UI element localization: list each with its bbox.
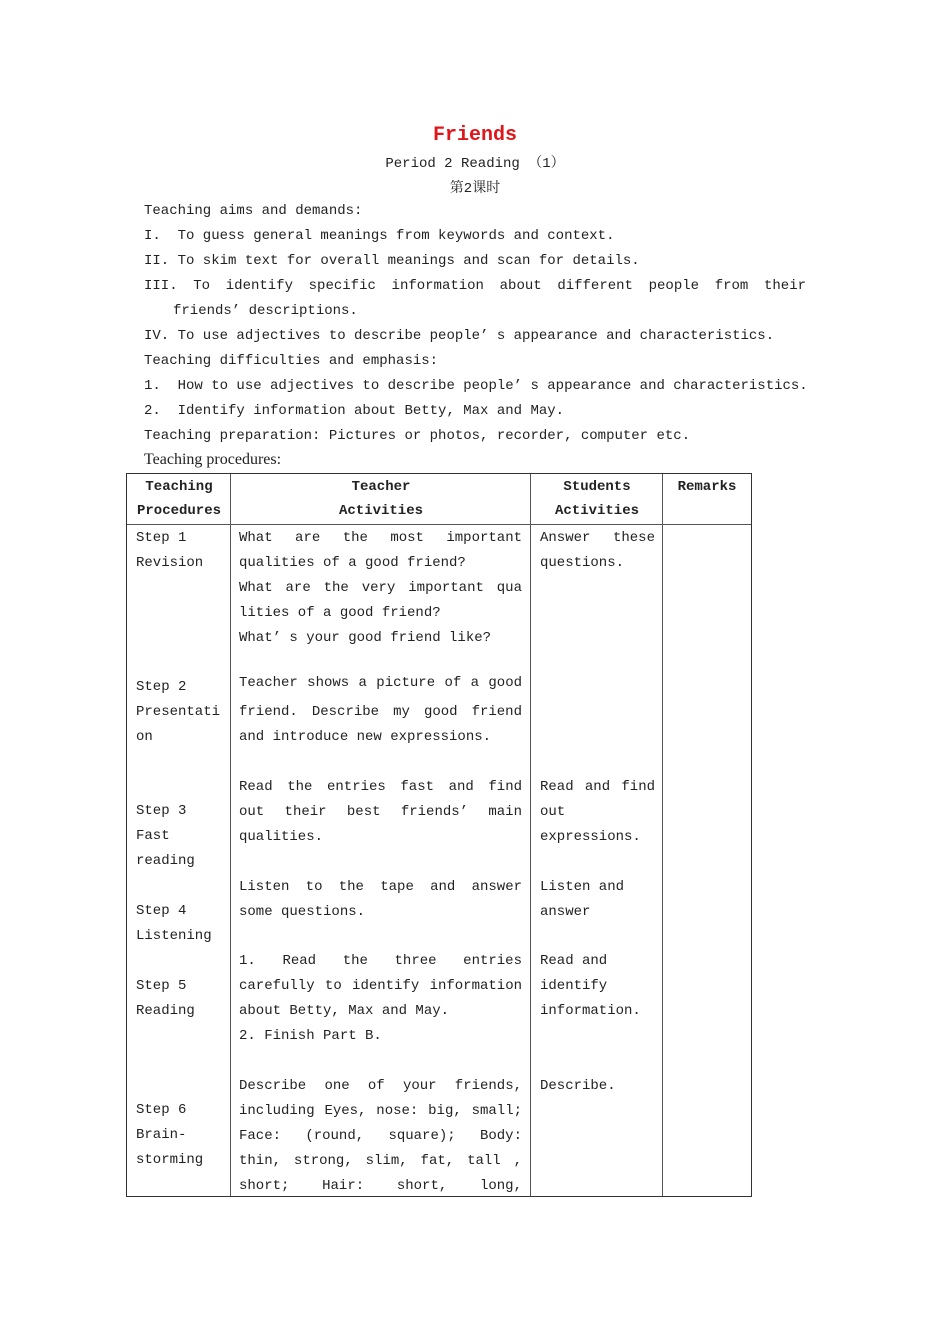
overview-line: Teaching difficulties and emphasis:	[144, 353, 439, 369]
document-subtitle: Period 2 Reading （1）	[385, 156, 565, 172]
header-teacher-activities: Activities	[338, 503, 423, 519]
teacher-activity-line: Listen to the tape and answer	[239, 879, 522, 895]
overview-line: Teaching aims and demands:	[144, 203, 363, 219]
teacher-activity-line: thin, strong, slim, fat, tall ,	[239, 1153, 522, 1169]
teacher-activity-line: What are the most important	[239, 530, 522, 546]
procedure-step: Fast	[136, 828, 170, 844]
procedure-step: Step 4	[136, 903, 187, 919]
student-activity-line: questions.	[540, 555, 625, 571]
student-activity-line: Describe.	[540, 1078, 616, 1094]
teacher-activity-line: out their best friends’ main	[239, 804, 522, 820]
procedure-step: Revision	[136, 555, 204, 571]
procedure-step: Brain-	[136, 1127, 187, 1143]
procedure-step: Step 3	[136, 803, 187, 819]
teacher-activity-line: carefully to identify information	[239, 978, 522, 994]
header-teaching-procedures: Teaching	[145, 479, 213, 495]
teacher-activity-line: Teacher shows a picture of a good	[239, 675, 522, 691]
teacher-activity-line: and introduce new expressions.	[239, 729, 492, 745]
teacher-activity-line: Describe one of your friends,	[239, 1078, 522, 1094]
overview-line: III. To identify specific information about different people from their	[144, 278, 806, 294]
teacher-activity-line: qualities of a good friend?	[239, 555, 466, 571]
overview-line: II. To skim text for overall meanings and scan for details.	[144, 253, 640, 269]
student-activity-line: identify	[540, 978, 608, 994]
procedure-step: storming	[136, 1152, 204, 1168]
procedure-step: Step 2	[136, 679, 187, 695]
procedure-step: Step 1	[136, 530, 187, 546]
column-divider	[230, 474, 231, 1196]
teacher-activity-line: 2. Finish Part B.	[239, 1028, 382, 1044]
header-teacher-activities: Teacher	[351, 479, 411, 495]
teacher-activity-line: What’ s your good friend like?	[239, 630, 492, 646]
header-divider	[127, 524, 751, 525]
teacher-activity-line: Face: (round, square); Body:	[239, 1128, 522, 1144]
overview-line: Teaching preparation: Pictures or photos, recorder, computer etc.	[144, 428, 691, 444]
header-remarks: Remarks	[677, 479, 737, 495]
student-activity-line: Answer these	[540, 530, 655, 546]
procedure-step: Step 6	[136, 1102, 187, 1118]
overview-line: IV. To use adjectives to describe people’ s appearance and characteristics.	[144, 328, 775, 344]
overview-line: Teaching procedures:	[144, 451, 282, 468]
student-activity-line: Listen and	[540, 879, 625, 895]
header-students-activities: Activities	[554, 503, 639, 519]
teacher-activity-line: What are the very important qua	[239, 580, 522, 596]
procedure-step: Step 5	[136, 978, 187, 994]
teacher-activity-line: lities of a good friend?	[239, 605, 441, 621]
teacher-activity-line: about Betty, Max and May.	[239, 1003, 450, 1019]
column-divider	[662, 474, 663, 1196]
column-divider	[530, 474, 531, 1196]
teacher-activity-line: short; Hair: short, long,	[239, 1178, 522, 1194]
teacher-activity-line: qualities.	[239, 829, 324, 845]
student-activity-line: Read and find	[540, 779, 655, 795]
student-activity-line: information.	[540, 1003, 641, 1019]
overview-line: friends’ descriptions.	[173, 303, 358, 319]
procedure-step: Reading	[136, 1003, 195, 1019]
student-activity-line: Read and	[540, 953, 608, 969]
student-activity-line: expressions.	[540, 829, 641, 845]
overview-line: 1. How to use adjectives to describe people’ s appearance and characteristics.	[144, 378, 808, 394]
teacher-activity-line: Read the entries fast and find	[239, 779, 522, 795]
header-students-activities: Students	[563, 479, 631, 495]
header-teaching-procedures: Procedures	[136, 503, 221, 519]
procedure-step: on	[136, 729, 153, 745]
procedure-step: Presentati	[136, 704, 221, 720]
overview-line: I. To guess general meanings from keywords and context.	[144, 228, 615, 244]
student-activity-line: answer	[540, 904, 591, 920]
document-title: Friends	[432, 124, 517, 147]
procedure-step: reading	[136, 853, 195, 869]
teacher-activity-line: friend. Describe my good friend	[239, 704, 522, 720]
period-label: 第2课时	[449, 181, 501, 197]
student-activity-line: out	[540, 804, 566, 820]
teacher-activity-line: 1. Read the three entries	[239, 953, 522, 969]
overview-line: 2. Identify information about Betty, Max and May.	[144, 403, 565, 419]
procedures-table	[126, 473, 752, 1197]
teacher-activity-line: some questions.	[239, 904, 366, 920]
procedure-step: Listening	[136, 928, 212, 944]
teacher-activity-line: including Eyes, nose: big, small;	[239, 1103, 522, 1119]
